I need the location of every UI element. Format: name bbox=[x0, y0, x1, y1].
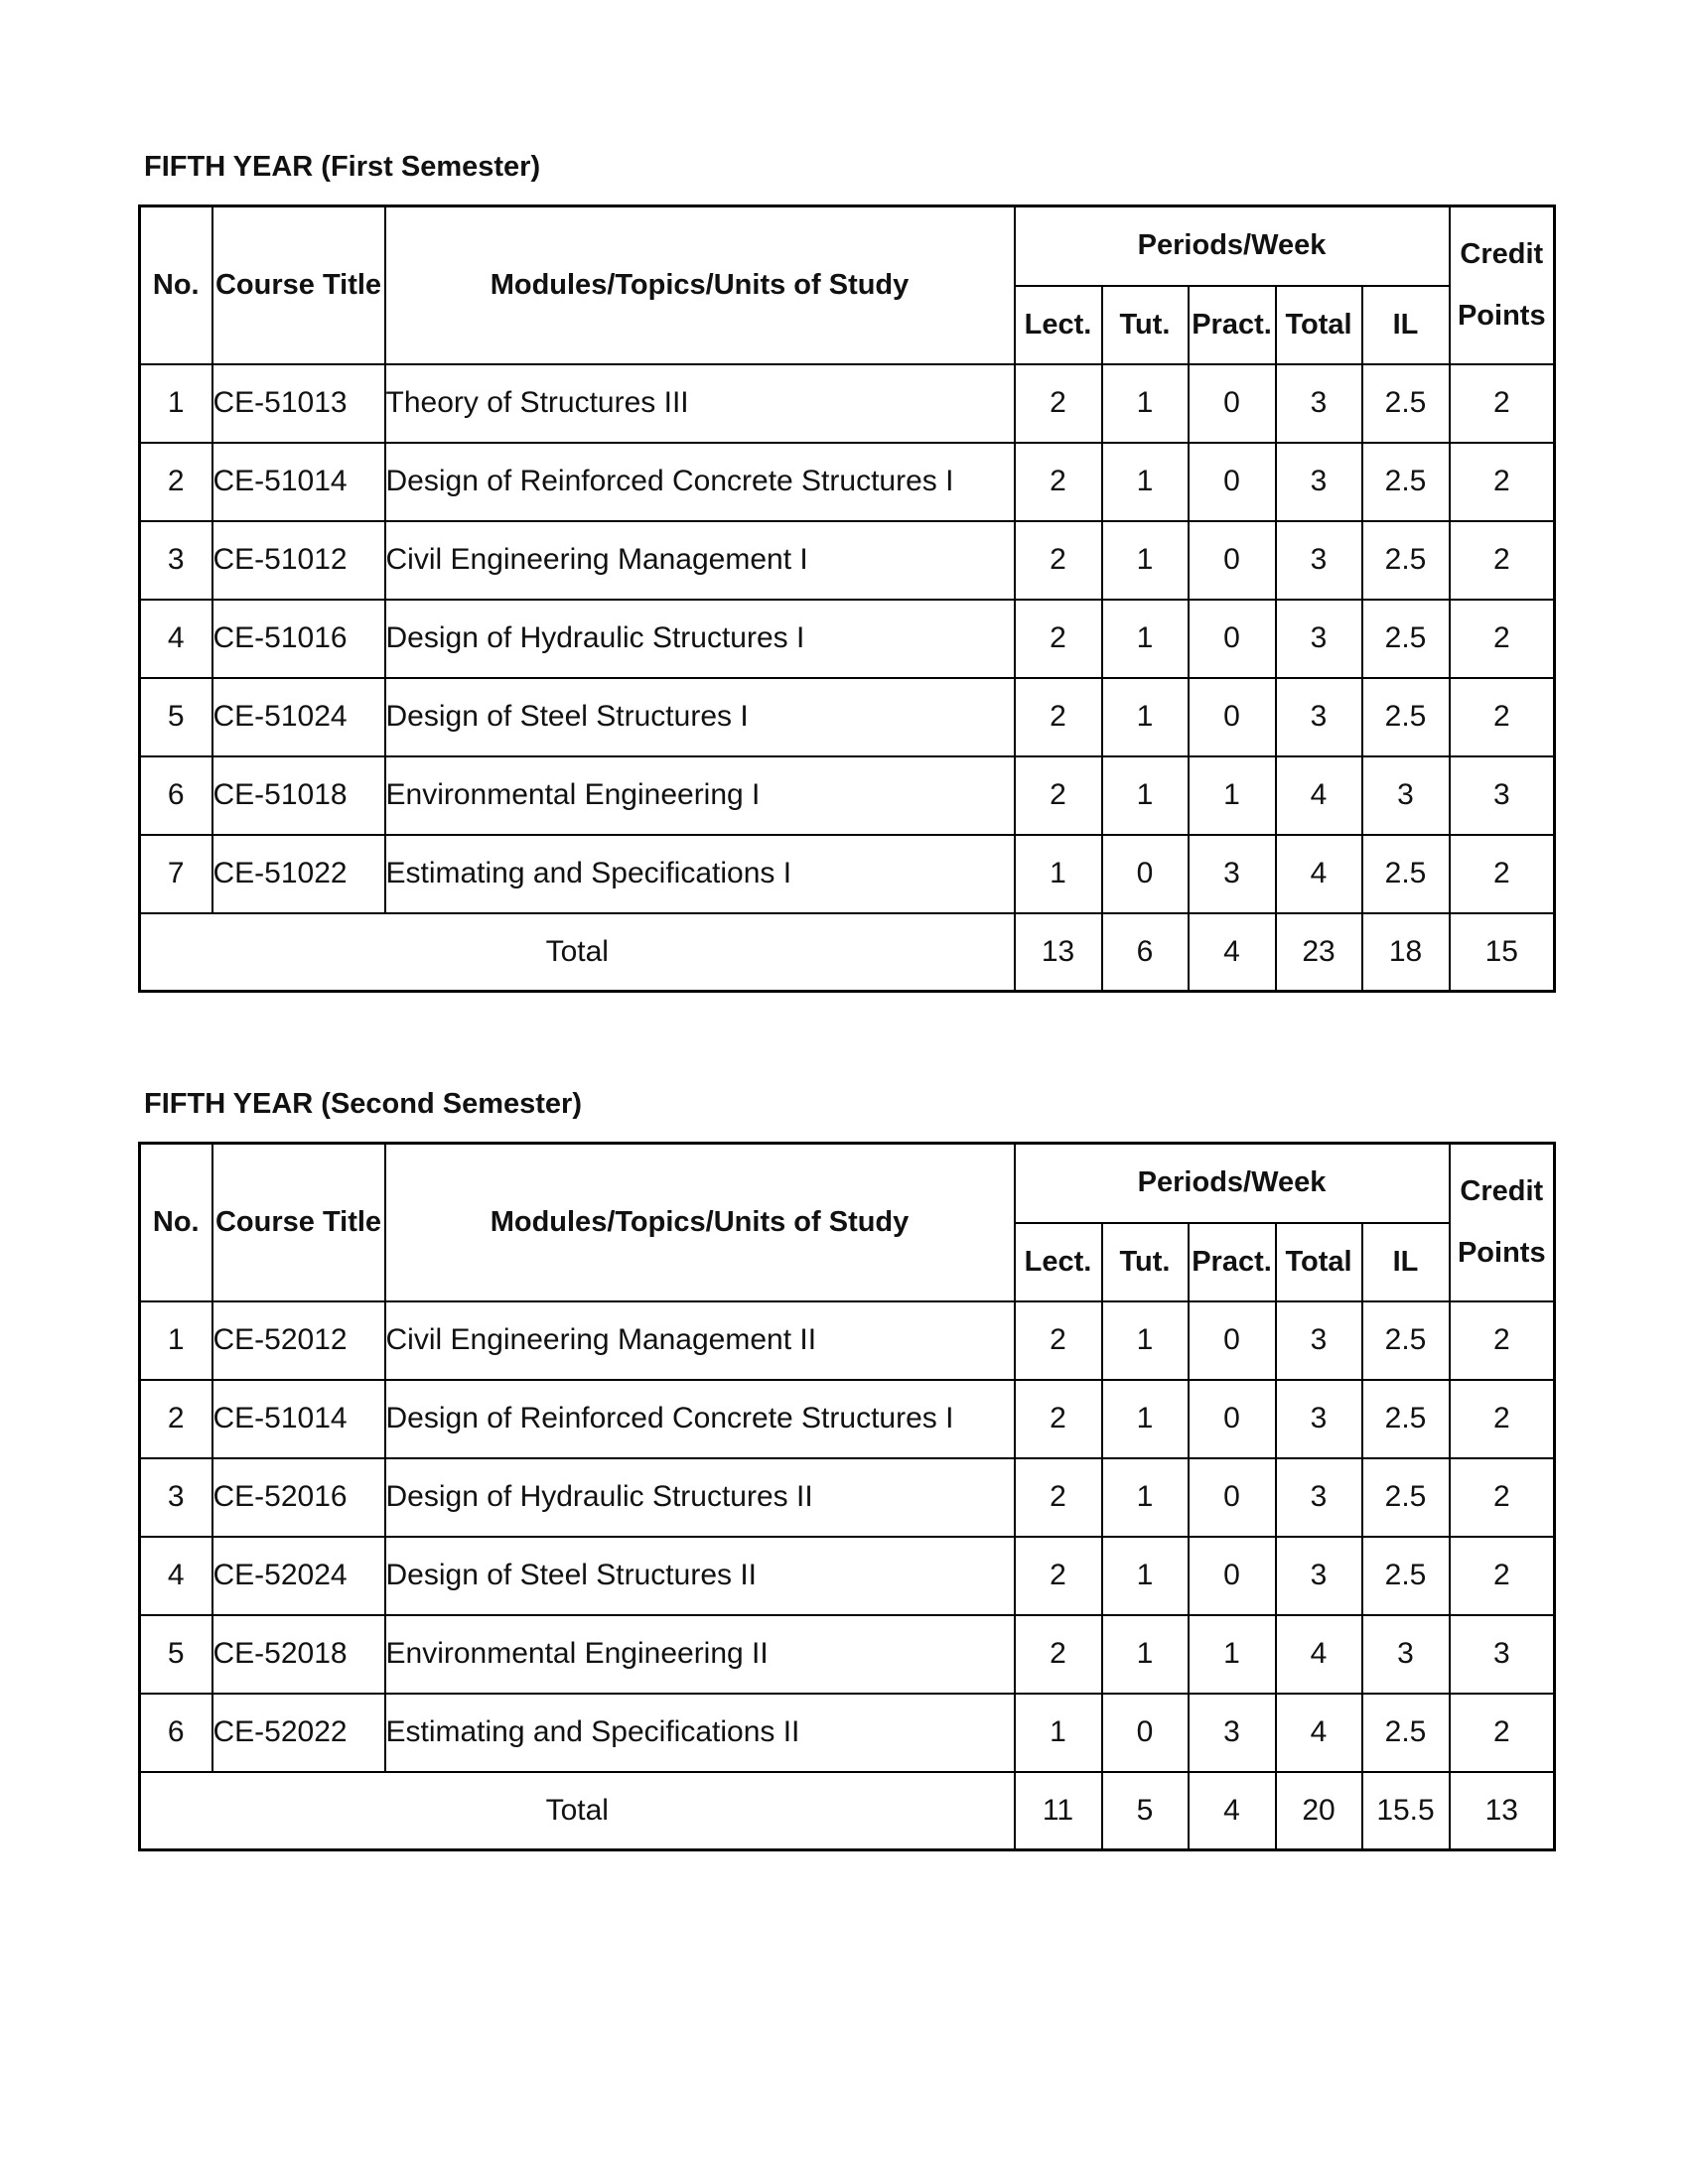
cell-tut: 1 bbox=[1102, 364, 1189, 443]
cell-tut: 1 bbox=[1102, 1380, 1189, 1458]
row-no: 5 bbox=[140, 1615, 212, 1694]
total-total: 20 bbox=[1276, 1772, 1362, 1850]
cell-lect: 2 bbox=[1015, 1380, 1102, 1458]
cell-cp: 2 bbox=[1450, 364, 1555, 443]
module-title: Environmental Engineering II bbox=[385, 1615, 1015, 1694]
row-no: 2 bbox=[140, 443, 212, 521]
cell-lect: 2 bbox=[1015, 443, 1102, 521]
header-row bbox=[140, 206, 1555, 286]
cell-pract: 0 bbox=[1189, 1301, 1276, 1380]
header-il: IL bbox=[1362, 1223, 1450, 1301]
module-title: Design of Hydraulic Structures I bbox=[385, 600, 1015, 678]
sem2-title: FIFTH YEAR (Second Semester) bbox=[144, 1088, 583, 1120]
course-code: CE-51012 bbox=[212, 521, 385, 600]
row-no: 5 bbox=[140, 678, 212, 756]
module-title: Estimating and Specifications II bbox=[385, 1694, 1015, 1772]
total-label: Total bbox=[140, 913, 1015, 992]
cell-lect: 2 bbox=[1015, 678, 1102, 756]
table-row bbox=[140, 678, 1555, 756]
header-points: Points bbox=[1457, 300, 1546, 333]
header-credit-points bbox=[1450, 1144, 1555, 1301]
cell-pract: 0 bbox=[1189, 443, 1276, 521]
cell-total: 3 bbox=[1276, 364, 1362, 443]
course-code: CE-51013 bbox=[212, 364, 385, 443]
cell-tut: 1 bbox=[1102, 600, 1189, 678]
cell-lect: 2 bbox=[1015, 1458, 1102, 1537]
header-il: IL bbox=[1362, 286, 1450, 364]
header-lect: Lect. bbox=[1015, 286, 1102, 364]
cell-lect: 1 bbox=[1015, 835, 1102, 913]
cell-cp: 2 bbox=[1450, 678, 1555, 756]
header-course-title: Course Title bbox=[212, 1144, 385, 1301]
cell-tut: 0 bbox=[1102, 1694, 1189, 1772]
cell-pract: 3 bbox=[1189, 1694, 1276, 1772]
table-row bbox=[140, 443, 1555, 521]
course-code: CE-51016 bbox=[212, 600, 385, 678]
table-row bbox=[140, 364, 1555, 443]
total-tut: 6 bbox=[1102, 913, 1189, 992]
cell-cp: 2 bbox=[1450, 521, 1555, 600]
header-no: No. bbox=[140, 1144, 212, 1301]
cell-lect: 2 bbox=[1015, 521, 1102, 600]
cell-cp: 2 bbox=[1450, 1537, 1555, 1615]
course-code: CE-52012 bbox=[212, 1301, 385, 1380]
row-no: 6 bbox=[140, 1694, 212, 1772]
cell-tut: 1 bbox=[1102, 521, 1189, 600]
cell-total: 3 bbox=[1276, 1380, 1362, 1458]
cell-il: 3 bbox=[1362, 1615, 1450, 1694]
cell-pract: 0 bbox=[1189, 364, 1276, 443]
total-il: 18 bbox=[1362, 913, 1450, 992]
total-il: 15.5 bbox=[1362, 1772, 1450, 1850]
course-code: CE-52018 bbox=[212, 1615, 385, 1694]
total-label: Total bbox=[140, 1772, 1015, 1850]
total-row bbox=[140, 913, 1555, 992]
total-cp: 15 bbox=[1450, 913, 1555, 992]
total-pract: 4 bbox=[1189, 1772, 1276, 1850]
cell-total: 3 bbox=[1276, 1458, 1362, 1537]
cell-tut: 1 bbox=[1102, 756, 1189, 835]
table-row bbox=[140, 835, 1555, 913]
course-code: CE-52024 bbox=[212, 1537, 385, 1615]
table-row bbox=[140, 1301, 1555, 1380]
cell-il: 2.5 bbox=[1362, 835, 1450, 913]
header-credit: Credit bbox=[1460, 238, 1544, 271]
cell-il: 2.5 bbox=[1362, 1301, 1450, 1380]
total-row bbox=[140, 1772, 1555, 1850]
header-no: No. bbox=[140, 206, 212, 364]
cell-total: 3 bbox=[1276, 443, 1362, 521]
cell-tut: 1 bbox=[1102, 443, 1189, 521]
header-modules: Modules/Topics/Units of Study bbox=[385, 206, 1015, 364]
cell-il: 2.5 bbox=[1362, 1458, 1450, 1537]
cell-lect: 2 bbox=[1015, 1301, 1102, 1380]
cell-total: 4 bbox=[1276, 835, 1362, 913]
cell-pract: 1 bbox=[1189, 756, 1276, 835]
total-pract: 4 bbox=[1189, 913, 1276, 992]
cell-cp: 2 bbox=[1450, 443, 1555, 521]
header-course-title: Course Title bbox=[212, 206, 385, 364]
cell-il: 2.5 bbox=[1362, 1694, 1450, 1772]
cell-total: 3 bbox=[1276, 1301, 1362, 1380]
cell-il: 2.5 bbox=[1362, 600, 1450, 678]
course-code: CE-51014 bbox=[212, 443, 385, 521]
cell-lect: 2 bbox=[1015, 756, 1102, 835]
table-row bbox=[140, 1458, 1555, 1537]
module-title: Civil Engineering Management II bbox=[385, 1301, 1015, 1380]
total-total: 23 bbox=[1276, 913, 1362, 992]
table-row bbox=[140, 1615, 1555, 1694]
header-total: Total bbox=[1276, 286, 1362, 364]
row-no: 2 bbox=[140, 1380, 212, 1458]
cell-lect: 2 bbox=[1015, 600, 1102, 678]
cell-il: 2.5 bbox=[1362, 364, 1450, 443]
row-no: 4 bbox=[140, 600, 212, 678]
row-no: 4 bbox=[140, 1537, 212, 1615]
header-modules: Modules/Topics/Units of Study bbox=[385, 1144, 1015, 1301]
table-row bbox=[140, 756, 1555, 835]
row-no: 1 bbox=[140, 364, 212, 443]
row-no: 1 bbox=[140, 1301, 212, 1380]
cell-cp: 2 bbox=[1450, 1301, 1555, 1380]
table-row bbox=[140, 600, 1555, 678]
cell-total: 4 bbox=[1276, 1694, 1362, 1772]
cell-il: 2.5 bbox=[1362, 443, 1450, 521]
table-row bbox=[140, 521, 1555, 600]
header-points: Points bbox=[1457, 1237, 1546, 1270]
sem1-title: FIFTH YEAR (First Semester) bbox=[144, 151, 541, 183]
header-credit-points bbox=[1450, 206, 1555, 364]
header-periods-week: Periods/Week bbox=[1015, 1144, 1450, 1223]
module-title: Design of Reinforced Concrete Structures I bbox=[385, 1380, 1015, 1458]
cell-pract: 0 bbox=[1189, 1537, 1276, 1615]
cell-lect: 2 bbox=[1015, 1537, 1102, 1615]
header-row bbox=[140, 1144, 1555, 1223]
cell-total: 4 bbox=[1276, 1615, 1362, 1694]
cell-il: 2.5 bbox=[1362, 521, 1450, 600]
cell-tut: 0 bbox=[1102, 835, 1189, 913]
module-title: Design of Hydraulic Structures II bbox=[385, 1458, 1015, 1537]
total-lect: 11 bbox=[1015, 1772, 1102, 1850]
row-no: 3 bbox=[140, 1458, 212, 1537]
cell-lect: 1 bbox=[1015, 1694, 1102, 1772]
cell-pract: 0 bbox=[1189, 521, 1276, 600]
module-title: Theory of Structures III bbox=[385, 364, 1015, 443]
course-code: CE-51018 bbox=[212, 756, 385, 835]
cell-pract: 3 bbox=[1189, 835, 1276, 913]
cell-cp: 2 bbox=[1450, 600, 1555, 678]
module-title: Environmental Engineering I bbox=[385, 756, 1015, 835]
cell-tut: 1 bbox=[1102, 678, 1189, 756]
cell-il: 3 bbox=[1362, 756, 1450, 835]
sem1-table bbox=[138, 205, 1556, 993]
cell-total: 3 bbox=[1276, 521, 1362, 600]
cell-tut: 1 bbox=[1102, 1301, 1189, 1380]
cell-cp: 3 bbox=[1450, 1615, 1555, 1694]
module-title: Estimating and Specifications I bbox=[385, 835, 1015, 913]
cell-pract: 0 bbox=[1189, 600, 1276, 678]
cell-pract: 0 bbox=[1189, 1458, 1276, 1537]
module-title: Design of Steel Structures II bbox=[385, 1537, 1015, 1615]
cell-lect: 2 bbox=[1015, 364, 1102, 443]
module-title: Design of Steel Structures I bbox=[385, 678, 1015, 756]
header-periods-week: Periods/Week bbox=[1015, 206, 1450, 286]
cell-lect: 2 bbox=[1015, 1615, 1102, 1694]
sem2-table bbox=[138, 1142, 1556, 1851]
cell-cp: 3 bbox=[1450, 756, 1555, 835]
module-title: Design of Reinforced Concrete Structures I bbox=[385, 443, 1015, 521]
cell-tut: 1 bbox=[1102, 1458, 1189, 1537]
header-lect: Lect. bbox=[1015, 1223, 1102, 1301]
cell-pract: 0 bbox=[1189, 678, 1276, 756]
course-code: CE-52022 bbox=[212, 1694, 385, 1772]
cell-total: 3 bbox=[1276, 1537, 1362, 1615]
module-title: Civil Engineering Management I bbox=[385, 521, 1015, 600]
cell-cp: 2 bbox=[1450, 835, 1555, 913]
cell-total: 3 bbox=[1276, 600, 1362, 678]
row-no: 7 bbox=[140, 835, 212, 913]
cell-tut: 1 bbox=[1102, 1615, 1189, 1694]
cell-il: 2.5 bbox=[1362, 1380, 1450, 1458]
total-lect: 13 bbox=[1015, 913, 1102, 992]
header-pract: Pract. bbox=[1189, 286, 1276, 364]
course-code: CE-51014 bbox=[212, 1380, 385, 1458]
cell-total: 4 bbox=[1276, 756, 1362, 835]
course-code: CE-51024 bbox=[212, 678, 385, 756]
cell-il: 2.5 bbox=[1362, 1537, 1450, 1615]
cell-il: 2.5 bbox=[1362, 678, 1450, 756]
cell-tut: 1 bbox=[1102, 1537, 1189, 1615]
table-row bbox=[140, 1537, 1555, 1615]
header-total: Total bbox=[1276, 1223, 1362, 1301]
cell-cp: 2 bbox=[1450, 1694, 1555, 1772]
header-tut: Tut. bbox=[1102, 1223, 1189, 1301]
total-tut: 5 bbox=[1102, 1772, 1189, 1850]
total-cp: 13 bbox=[1450, 1772, 1555, 1850]
cell-total: 3 bbox=[1276, 678, 1362, 756]
row-no: 3 bbox=[140, 521, 212, 600]
table-row bbox=[140, 1694, 1555, 1772]
course-code: CE-51022 bbox=[212, 835, 385, 913]
cell-cp: 2 bbox=[1450, 1458, 1555, 1537]
cell-pract: 1 bbox=[1189, 1615, 1276, 1694]
cell-pract: 0 bbox=[1189, 1380, 1276, 1458]
header-credit: Credit bbox=[1460, 1175, 1544, 1208]
header-tut: Tut. bbox=[1102, 286, 1189, 364]
row-no: 6 bbox=[140, 756, 212, 835]
table-row bbox=[140, 1380, 1555, 1458]
course-code: CE-52016 bbox=[212, 1458, 385, 1537]
header-pract: Pract. bbox=[1189, 1223, 1276, 1301]
cell-cp: 2 bbox=[1450, 1380, 1555, 1458]
